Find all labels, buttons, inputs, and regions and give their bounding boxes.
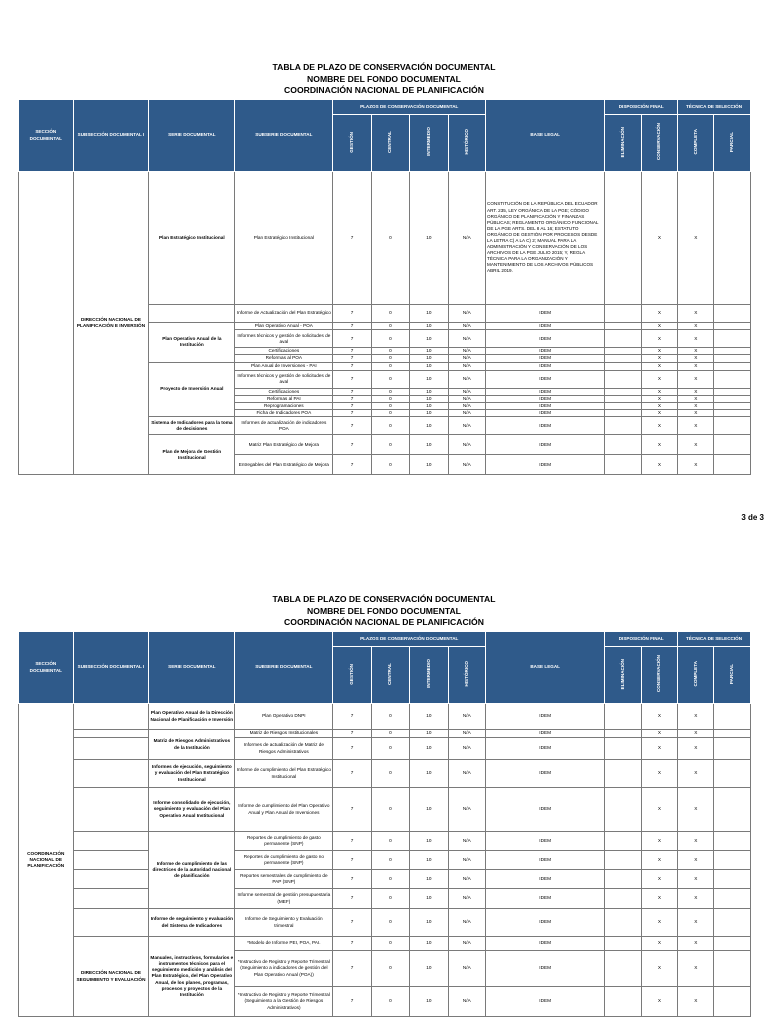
base-legal-cell: CONSTITUCIÓN DE LA REPÚBLICA DEL ECUADOR ART. 235, LEY ORGÁNICA DE LA PGE; CÓDIGO ORGÁNICO DE PLANIFICACIÓN Y FINANZAS PÚBLICAS; REGLAMENTO ORGÁNICO FUNCIONAL DE LA PGE ARTS. DEL 8 AL 16; ESTATUTO ORGÁNICO DE GESTIÓN POR PROCESOS DESDE LA LETRA C) A LA C) 2; MANUAL PARA LA ADMINISTRACIÓN Y CONSERVACIÓN DE LOS ARCHIVOS DE LA PGE JULIO 2015; Y, REGLA TÉCNICA PARA LA ORGANIZACIÓN Y MANTENIMIENTO DE LOS ARCHIVOS PÚBLICOS ABRIL 2019.	[486, 172, 605, 305]
header-plazos: PLAZOS DE CONSERVACIÓN DOCUMENTAL	[333, 632, 486, 647]
header-parcial: PARCIAL	[714, 115, 751, 172]
header-intermedio: INTERMEDIO	[410, 647, 448, 704]
header-subseccion: SUBSECCIÓN DOCUMENTAL I	[73, 632, 149, 704]
table-row: Informe consolidado de ejecución, seguimiento y evaluación del Plan Operativo Anual Institucional Informe de cumplimiento del Plan Operativo Anual y Plan Anual de Inversiones 7 0 10 N/A IDEM X X	[19, 788, 751, 832]
document-title: TABLA DE PLAZO DE CONSERVACIÓN DOCUMENTAL	[272, 62, 496, 72]
table-row: Informes de ejecución, seguimiento y evaluación del Plan Estratégico Institucional Informe de cumplimiento del Plan Estratégico Institucional 7 0 10 N/A IDEM X X	[19, 760, 751, 788]
subseccion-cell: DIRECCIÓN NACIONAL DE SEGUIMIENTO Y EVALUACIÓN	[73, 937, 149, 1017]
serie-cell: Sistema de Indicadores para la toma de decisiones	[149, 417, 235, 435]
seccion-cell: COORDINACIÓN NACIONAL DE PLANIFICACIÓN	[19, 704, 74, 1017]
table-row: Informes técnicos y gestión de solicitudes de aval 7 0 10 N/A IDEM X X	[19, 330, 751, 348]
header-parcial: PARCIAL	[714, 647, 751, 704]
document-title-block	[0, 590, 768, 629]
table-row: Informes de actualización de Matriz de Riesgos Administrativos 7 0 10 N/A IDEM X X	[19, 738, 751, 760]
table-row: Informe semestral de gestión presupuestaria (MEF) 7 0 10 N/A IDEM X X	[19, 889, 751, 909]
table-row: Informe de seguimiento y evaluación del Sistema de Indicadores Informe de Seguimiento y Evaluación trimestral 7 0 10 N/A IDEM X X	[19, 909, 751, 937]
serie-cell: Plan de Mejora de Gestión Institucional	[149, 435, 235, 475]
table-row: Sistema de Indicadores para la toma de decisiones Informes de actualización de indicadores POA 7 0 10 N/A IDEM X X	[19, 417, 751, 435]
header-serie: SERIE DOCUMENTAL	[149, 100, 235, 172]
serie-cell: Proyecto de Inversión Anual	[149, 362, 235, 417]
seccion-cell	[19, 172, 74, 475]
serie-cell: Manuales, instructivos, formularios e instrumentos técnicos para el seguimiento medición y análisis del Plan Estratégico, del Plan Operativo Anual, de los planes, programas, procesos y proyectos de la Institución	[149, 937, 235, 1017]
table-row: Ficha de Indicadores POA 7 0 10 N/A IDEM X X	[19, 410, 751, 417]
unit-name: COORDINACIÓN NACIONAL DE PLANIFICACIÓN	[284, 85, 484, 95]
table-row: Reportes de cumplimiento de gasto no permanente (SNP) 7 0 10 N/A IDEM X X	[19, 851, 751, 870]
header-conservacion: CONSERVACIÓN	[641, 647, 677, 704]
header-central: CENTRAL	[371, 647, 409, 704]
header-serie: SERIE DOCUMENTAL	[149, 632, 235, 704]
header-completa: COMPLETA	[678, 115, 714, 172]
header-gestion: GESTIÓN	[333, 115, 371, 172]
table-row: Reprogramaciones 7 0 10 N/A IDEM X X	[19, 403, 751, 410]
fondo-name: NOMBRE DEL FONDO DOCUMENTAL	[307, 605, 461, 616]
header-tecnica: TÉCNICA DE SELECCIÓN	[678, 632, 751, 647]
header-historico: HISTÓRICO	[448, 115, 485, 172]
table-row: Plan de Mejora de Gestión Institucional Matriz Plan Estratégico de Mejora 7 0 10 N/A IDEM X X	[19, 435, 751, 455]
header-base-legal: BASE LEGAL	[486, 632, 605, 704]
header-disposicion: DISPOSICIÓN FINAL	[605, 632, 678, 647]
table-row: Informe de Actualización del Plan Estratégico 7 0 10 N/A IDEM X X	[19, 305, 751, 323]
header-seccion: SECCIÓN DOCUMENTAL	[19, 100, 74, 172]
serie-cell: Plan Operativo Anual de la Institución	[149, 323, 235, 363]
serie-cell: Plan Operativo Anual de la Dirección Nacional de Planificación e Inversión	[149, 704, 235, 730]
table-row: Plan Operativo Anual de la Institución Plan Operativo Anual - POA 7 0 10 N/A IDEM X X	[19, 323, 751, 330]
fondo-name: NOMBRE DEL FONDO DOCUMENTAL	[307, 73, 461, 84]
retention-table	[18, 99, 751, 475]
header-seccion: SECCIÓN DOCUMENTAL	[19, 632, 74, 704]
page-number: 3 de 3	[741, 513, 764, 522]
header-tecnica: TÉCNICA DE SELECCIÓN	[678, 100, 751, 115]
header-conservacion: CONSERVACIÓN	[641, 115, 677, 172]
document-title: TABLA DE PLAZO DE CONSERVACIÓN DOCUMENTAL	[272, 594, 496, 604]
header-intermedio: INTERMEDIO	[410, 115, 448, 172]
document-title-block	[0, 0, 768, 97]
subseccion-cell: DIRECCIÓN NACIONAL DE PLANIFICACIÓN E INVERSIÓN	[73, 172, 149, 475]
serie-cell: Informe de cumplimiento de las directrices de la autoridad nacional de planificación	[149, 832, 235, 909]
serie-cell: Informe de seguimiento y evaluación del Sistema de Indicadores	[149, 909, 235, 937]
table-row: *Instructivo de Registro y Reporte Trimestral (Seguimiento a la Gestión de Riesgos Administrativos) 7 0 10 N/A IDEM X X	[19, 987, 751, 1017]
header-subseccion: SUBSECCIÓN DOCUMENTAL I	[73, 100, 149, 172]
header-base-legal: BASE LEGAL	[486, 100, 605, 172]
serie-cell: Plan Estratégico Institucional	[149, 172, 235, 305]
header-subserie: SUBSERIE DOCUMENTAL	[235, 100, 333, 172]
table-row: DIRECCIÓN NACIONAL DE PLANIFICACIÓN E INVERSIÓN Plan Estratégico Institucional Plan Estratégico Institucional 7 0 10 N/A CONSTITUCIÓN DE LA REPÚBLICA DEL ECUADOR ART. 235, LEY ORGÁNICA DE LA PGE; CÓDIGO ORGÁNICO DE PLANIFICACIÓN Y FINANZAS PÚBLICAS; REGLAMENTO ORGÁNICO FUNCIONAL DE LA PGE ARTS. DEL 8 AL 16; ESTATUTO ORGÁNICO DE GESTIÓN POR PROCESOS DESDE LA LETRA C) A LA C) 2; MANUAL PARA LA ADMINISTRACIÓN Y CONSERVACIÓN DE LOS ARCHIVOS DE LA PGE JULIO 2015; Y, REGLA TÉCNICA PARA LA ORGANIZACIÓN Y MANTENIMIENTO DE LOS ARCHIVOS PÚBLICOS ABRIL 2019. X X	[19, 172, 751, 305]
subserie-cell: Plan Estratégico Institucional	[235, 172, 333, 305]
header-eliminacion: ELIMINACIÓN	[605, 115, 641, 172]
header-gestion: GESTIÓN	[333, 647, 371, 704]
serie-cell: Matriz de Riesgos Administrativos de la Institución	[149, 730, 235, 760]
table-row: Certificaciones 7 0 10 N/A IDEM X X	[19, 388, 751, 395]
header-historico: HISTÓRICO	[448, 647, 485, 704]
header-disposicion: DISPOSICIÓN FINAL	[605, 100, 678, 115]
table-row: COORDINACIÓN NACIONAL DE PLANIFICACIÓN Plan Operativo Anual de la Dirección Nacional de Planificación e Inversión Plan Operativo DNPI 7 0 10 N/A IDEM X X	[19, 704, 751, 730]
header-plazos: PLAZOS DE CONSERVACIÓN DOCUMENTAL	[333, 100, 486, 115]
table-row: Certificaciones 7 0 10 N/A IDEM X X	[19, 348, 751, 355]
table-row: Informes técnicos y gestión de solicitudes de aval 7 0 10 N/A IDEM X X	[19, 370, 751, 388]
retention-table	[18, 631, 751, 1017]
page-next	[0, 590, 768, 1010]
table-row: Entregables del Plan Estratégico de Mejora 7 0 10 N/A IDEM X X	[19, 455, 751, 475]
table-row: DIRECCIÓN NACIONAL DE SEGUIMIENTO Y EVALUACIÓN Manuales, instructivos, formularios e instrumentos técnicos para el seguimiento medición y análisis del Plan Estratégico, del Plan Operativo Anual, de los planes, programas, procesos y proyectos de la Institución *Modelo de Informe PEI, POA, PAI. 7 0 10 N/A IDEM X X	[19, 937, 751, 951]
header-subserie: SUBSERIE DOCUMENTAL	[235, 632, 333, 704]
serie-cell: Informes de ejecución, seguimiento y evaluación del Plan Estratégico Institucional	[149, 760, 235, 788]
unit-name: COORDINACIÓN NACIONAL DE PLANIFICACIÓN	[284, 617, 484, 627]
serie-cell: Informe consolidado de ejecución, seguimiento y evaluación del Plan Operativo Anual Institucional	[149, 788, 235, 832]
header-central: CENTRAL	[371, 115, 409, 172]
header-completa: COMPLETA	[678, 647, 714, 704]
header-eliminacion: ELIMINACIÓN	[605, 647, 641, 704]
table-row: Reformas al POA 7 0 10 N/A IDEM X X	[19, 355, 751, 362]
table-row: Proyecto de Inversión Anual Plan Anual de Inversiones - PAI 7 0 10 N/A IDEM X X	[19, 362, 751, 370]
table-row: Reformas al PAI 7 0 10 N/A IDEM X X	[19, 395, 751, 402]
table-row: Informe de cumplimiento de las directrices de la autoridad nacional de planificación Reportes de cumplimiento de gasto permanente (SNP) 7 0 10 N/A IDEM X X	[19, 832, 751, 851]
table-row: Matriz de Riesgos Administrativos de la Institución Matriz de Riesgos Institucionales 7 0 10 N/A IDEM X X	[19, 730, 751, 738]
table-row: Reportes semestrales de cumplimiento de PAP (SNP) 7 0 10 N/A IDEM X X	[19, 870, 751, 889]
table-row: *Instructivo de Registro y Reporte Trimestral (Seguimiento a indicadores de gestión del Plan Operativo Anual (POA)) 7 0 10 N/A IDEM X X	[19, 951, 751, 987]
